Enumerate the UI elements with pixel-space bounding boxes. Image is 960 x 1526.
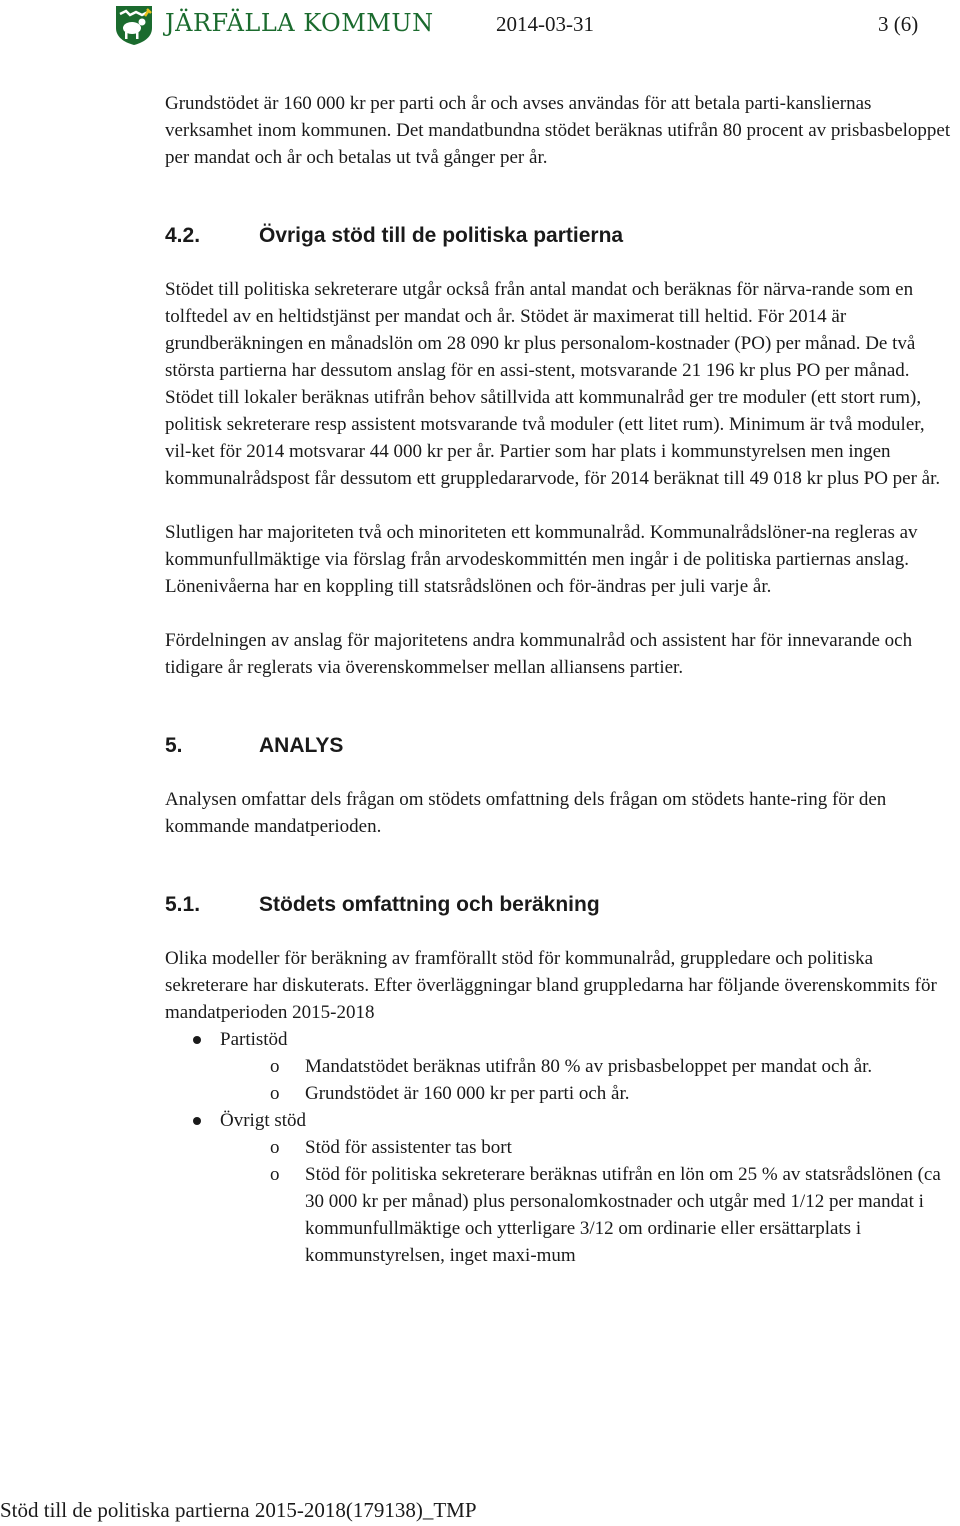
brand-name: JÄRFÄLLA KOMMUN bbox=[165, 9, 434, 37]
agreement-list bbox=[165, 1026, 955, 1269]
section-heading-4-2 bbox=[165, 222, 955, 249]
list-item-label: Partistöd bbox=[220, 1029, 288, 1050]
bullet-icon bbox=[193, 1036, 201, 1044]
paragraph-allocation: Fördelningen av anslag för majoritetens andra kommunalråd och assistent har för innevarande och tidigare år reglerats via överenskommelser mellan alliansens partier. bbox=[165, 630, 913, 678]
sub-list bbox=[165, 1134, 955, 1269]
jarfalla-coat-of-arms-icon bbox=[114, 4, 154, 46]
paragraph-analysis: Analysen omfattar dels frågan om stödets omfattning dels frågan om stödets hante-ring för den kommande mandatperioden. bbox=[165, 789, 887, 837]
page-footer: Stöd till de politiska partierna 2015-2018(179138)_TMP bbox=[0, 1498, 477, 1522]
paragraph-municipal-councillors: Slutligen har majoriteten två och minoriteten ett kommunalråd. Kommunalrådslöner-na regleras av kommunfullmäktige via förslag från arvodeskommittén men ingår i de politiska partiernas anslag. Lönenivåerna har en koppling till statsrådslönen och för-ändras per juli varje år. bbox=[165, 522, 918, 597]
section-title: Övriga stöd till de politiska partierna bbox=[259, 224, 624, 247]
sub-bullet-icon: o bbox=[270, 1164, 280, 1185]
section-heading-5-1 bbox=[165, 891, 955, 918]
list-item bbox=[165, 1107, 955, 1269]
paragraph-models: Olika modeller för beräkning av framförallt stöd för kommunalråd, gruppledare och politiska sekreterare har diskuterats. Efter överläggningar bland gruppledarna har följande överenskommits för mandatperioden 2015-2018 bbox=[165, 948, 937, 1023]
list-item-label: Övrigt stöd bbox=[220, 1110, 307, 1131]
sub-list-item-text: Stöd för assistenter tas bort bbox=[305, 1137, 512, 1158]
sub-list-item bbox=[220, 1080, 955, 1107]
sub-bullet-icon: o bbox=[270, 1137, 280, 1158]
sub-list-item bbox=[220, 1053, 955, 1080]
sub-bullet-icon: o bbox=[270, 1056, 280, 1077]
paragraph-political-secretaries: Stödet till politiska sekreterare utgår också från antal mandat och beräknas för närva-rande som en tolftedel av en heltidstjänst per mandat och år. Stödet är maximerat till heltid. För 2014 är grundberäkningen en månadslön om 28 090 kr plus personalom-kostnader (PO) per månad. De två största partierna har dessutom anslag för en assi-stent, motsvarande 21 196 kr plus PO per månad. Stödet till lokaler beräknas utifrån behov såtillvida att kommunalråd ger tre moduler (ett stort rum), politisk sekreterare resp assistent motsvarande två moduler (ett litet rum). Minimum är två moduler, vil-ket för 2014 motsvarar 44 000 kr per år. Partier som har plats i kommunstyrelsen men ingen kommunalrådspost får dessutom ett gruppledararvode, för 2014 beräknat till 49 018 kr plus PO per år. bbox=[165, 279, 941, 489]
section-number: 4.2. bbox=[165, 224, 201, 247]
sub-list-item-text: Stöd för politiska sekreterare beräknas utifrån en lön om 25 % av statsrådslönen (ca 30 000 kr per månad) plus personalomkostnader och utgår med 1/12 per mandat i kommunfullmäktige och ytterligare 3/12 om ordinarie eller ersättarplats i kommunstyrelsen, inget maxi-mum bbox=[305, 1164, 941, 1266]
section-title: Stödets omfattning och beräkning bbox=[259, 893, 600, 916]
document-date: 2014-03-31 bbox=[496, 12, 594, 36]
section-number: 5.1. bbox=[165, 893, 201, 916]
intro-paragraph: Grundstödet är 160 000 kr per parti och år och avses användas för att betala parti-kansliernas verksamhet inom kommunen. Det mandatbundna stödet beräknas utifrån 80 procent av prisbasbeloppet per mandat och år och betalas ut två gånger per år. bbox=[165, 93, 951, 168]
sub-list bbox=[165, 1053, 955, 1107]
list-item bbox=[165, 1026, 955, 1107]
sub-list-item bbox=[220, 1134, 955, 1161]
section-title: ANALYS bbox=[259, 734, 344, 757]
sub-list-item-text: Mandatstödet beräknas utifrån 80 % av prisbasbeloppet per mandat och år. bbox=[305, 1056, 873, 1077]
sub-bullet-icon: o bbox=[270, 1083, 280, 1104]
bullet-icon bbox=[193, 1117, 201, 1125]
section-number: 5. bbox=[165, 734, 183, 757]
sub-list-item-text: Grundstödet är 160 000 kr per parti och år. bbox=[305, 1083, 630, 1104]
sub-list-item bbox=[220, 1161, 955, 1269]
document-body bbox=[165, 90, 955, 1269]
page-number: 3 (6) bbox=[878, 12, 919, 36]
page-header bbox=[0, 0, 960, 60]
section-heading-5 bbox=[165, 732, 955, 759]
